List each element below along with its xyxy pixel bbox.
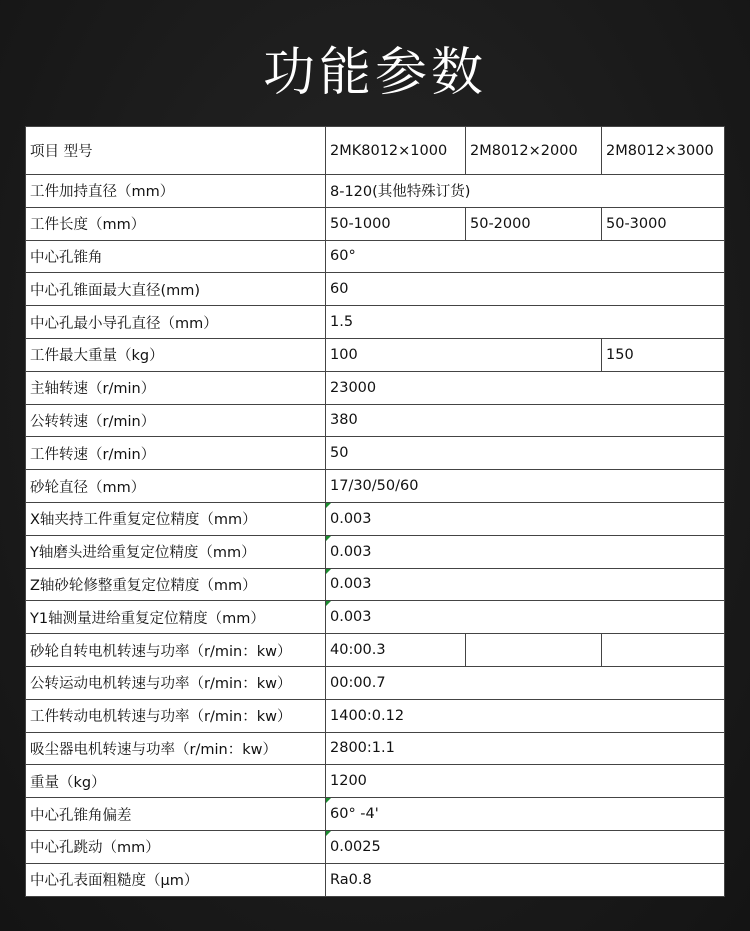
table-row [26,666,725,699]
row-value: 23000 [326,371,725,404]
row-label: 工件转速（r/min） [26,437,326,470]
row-value: 40:00.3 [326,634,466,667]
row-value: 60° [326,240,725,273]
table-row [26,830,725,863]
row-value: 0.003 [326,535,725,568]
row-label: Y1轴测量进给重复定位精度（mm） [26,601,326,634]
page-title: 功能参数 [262,43,487,103]
row-value: 60° -4' [326,798,725,831]
row-label: X轴夹持工件重复定位精度（mm） [26,502,326,535]
row-label: 中心孔锥角 [26,240,326,273]
row-value: 2800:1.1 [326,732,725,765]
row-value: 50 [326,437,725,470]
row-value: 0.003 [326,502,725,535]
row-value: 1.5 [326,306,725,339]
row-label: Z轴砂轮修整重复定位精度（mm） [26,568,326,601]
table-row [26,634,725,667]
row-label: 砂轮直径（mm） [26,470,326,503]
table-row [26,306,725,339]
table-row [26,371,725,404]
table-row [26,798,725,831]
row-label: 工件转动电机转速与功率（r/min：kw） [26,699,326,732]
row-label: 中心孔最小导孔直径（mm） [26,306,326,339]
row-label: 中心孔表面粗糙度（μm） [26,863,326,896]
table-row [26,404,725,437]
row-value: 380 [326,404,725,437]
table-row [26,470,725,503]
row-value [602,634,725,667]
row-label: 中心孔锥角偏差 [26,798,326,831]
row-value: 50-1000 [326,207,466,240]
table-row [26,437,725,470]
table-row [26,535,725,568]
model-column-1: 2MK8012×1000 [326,127,466,175]
table-row [26,273,725,306]
row-label: 主轴转速（r/min） [26,371,326,404]
table-row [26,207,725,240]
model-column-3: 2M8012×3000 [602,127,725,175]
row-label: Y轴磨头进给重复定位精度（mm） [26,535,326,568]
table-row [26,863,725,896]
row-value: 50-3000 [602,207,725,240]
header-label: 项目 型号 [26,127,326,175]
row-value: 17/30/50/60 [326,470,725,503]
row-label: 公转转速（r/min） [26,404,326,437]
table-row [26,338,725,371]
row-label: 砂轮自转电机转速与功率（r/min：kw） [26,634,326,667]
row-value: 150 [602,338,725,371]
model-column-2: 2M8012×2000 [466,127,602,175]
row-value: 00:00.7 [326,666,725,699]
row-value: 50-2000 [466,207,602,240]
row-value: 1200 [326,765,725,798]
table-row [26,568,725,601]
row-value: 8-120(其他特殊订货) [326,175,725,208]
table-row [26,765,725,798]
table-row [26,240,725,273]
table-row [26,601,725,634]
row-label: 中心孔锥面最大直径(mm) [26,273,326,306]
table-row [26,732,725,765]
row-value [466,634,602,667]
row-label: 重量（kg） [26,765,326,798]
table-row [26,699,725,732]
row-label: 公转运动电机转速与功率（r/min：kw） [26,666,326,699]
row-value: 0.0025 [326,830,725,863]
row-label: 工件长度（mm） [26,207,326,240]
row-value: Ra0.8 [326,863,725,896]
row-label: 工件加持直径（mm） [26,175,326,208]
row-value: 1400:0.12 [326,699,725,732]
row-value: 0.003 [326,568,725,601]
row-label: 吸尘器电机转速与功率（r/min：kw） [26,732,326,765]
table-row [26,175,725,208]
row-label: 工件最大重量（kg） [26,338,326,371]
table-header-row [26,127,725,175]
table-row [26,502,725,535]
spec-table-container [25,126,724,897]
row-label: 中心孔跳动（mm） [26,830,326,863]
row-value: 60 [326,273,725,306]
row-value: 0.003 [326,601,725,634]
spec-table [25,126,725,897]
row-value: 100 [326,338,602,371]
